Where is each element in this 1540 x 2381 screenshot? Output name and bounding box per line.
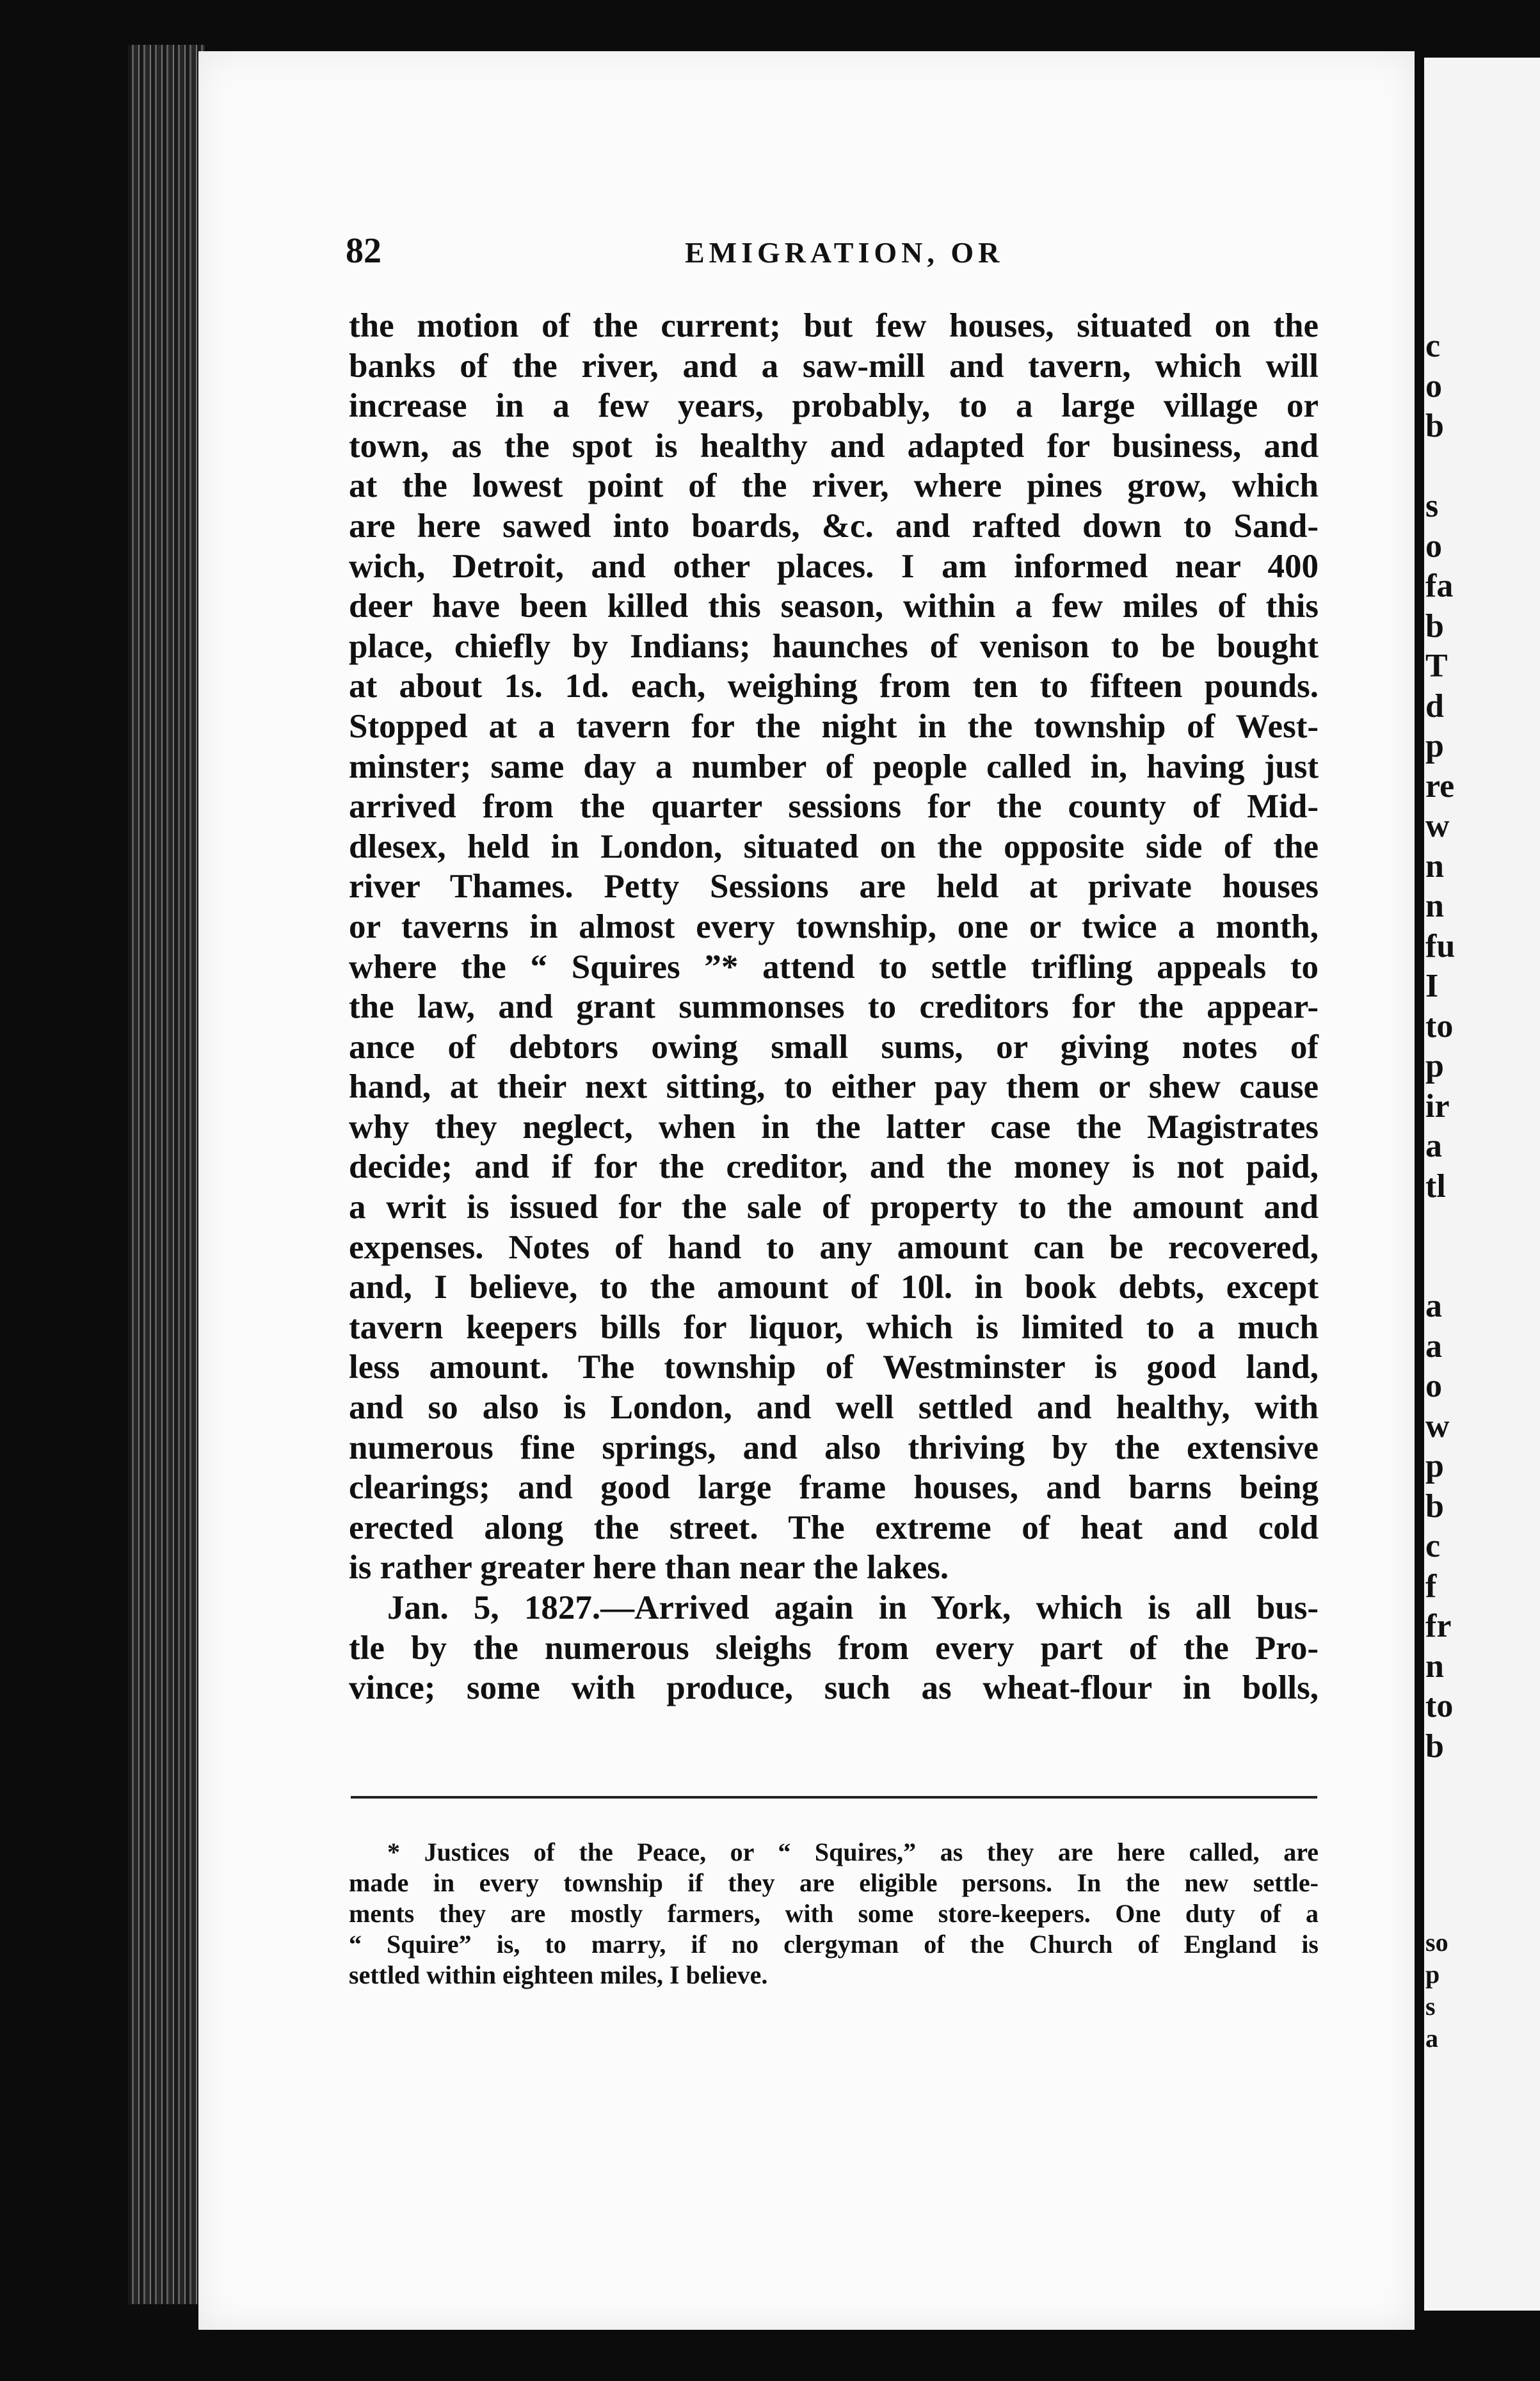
book-spine-edge bbox=[128, 45, 205, 2304]
facing-page-edge bbox=[1424, 58, 1540, 2311]
facing-page-fragment: T bbox=[1425, 648, 1448, 684]
facing-page-fragment: w bbox=[1425, 808, 1450, 844]
body-line: hand, at their next sitting, to either pay them or shew cause bbox=[349, 1068, 1319, 1106]
facing-page-fragment: fa bbox=[1425, 568, 1454, 604]
body-line: minster; same day a number of people called in, having just bbox=[349, 748, 1319, 785]
body-line: a writ is issued for the sale of property to the amount and bbox=[349, 1189, 1319, 1226]
facing-page-fragment: ir bbox=[1425, 1088, 1450, 1125]
body-line: and so also is London, and well settled and healthy, with bbox=[349, 1389, 1319, 1427]
facing-page-fragment: p bbox=[1425, 728, 1444, 764]
footnote-line: * Justices of the Peace, or “ Squires,” as they are here called, are bbox=[387, 1838, 1319, 1866]
body-line: tle by the numerous sleighs from every part of the Pro- bbox=[349, 1629, 1319, 1667]
body-line: wich, Detroit, and other places. I am informed near 400 bbox=[349, 547, 1319, 585]
body-line: tavern keepers bills for liquor, which is limited to a much bbox=[349, 1308, 1319, 1346]
body-line: place, chiefly by Indians; haunches of venison to be bought bbox=[349, 627, 1319, 665]
facing-page-fragment: b bbox=[1425, 1728, 1444, 1765]
facing-page-fragment: re bbox=[1425, 768, 1455, 805]
body-line: erected along the street. The extreme of heat and cold bbox=[349, 1509, 1319, 1546]
body-line: and, I believe, to the amount of 10l. in book debts, except bbox=[349, 1269, 1319, 1306]
page-number: 82 bbox=[346, 231, 381, 271]
footnote-line: “ Squire” is, to marry, if no clergyman of the Church of England is bbox=[349, 1930, 1319, 1959]
body-line: is rather greater here than near the lakes. bbox=[349, 1549, 949, 1587]
facing-page-fragment: to bbox=[1425, 1008, 1454, 1045]
footnote-line: made in every township if they are eligible persons. In the new settle- bbox=[349, 1868, 1319, 1897]
body-text bbox=[349, 306, 1319, 1708]
facing-page-fragment: to bbox=[1425, 1688, 1454, 1724]
body-line: decide; and if for the creditor, and the money is not paid, bbox=[349, 1148, 1319, 1186]
body-line: ance of debtors owing small sums, or giving notes of bbox=[349, 1028, 1319, 1066]
body-line: or taverns in almost every township, one or twice a month, bbox=[349, 908, 1319, 945]
facing-page-fragment: b bbox=[1425, 408, 1444, 444]
body-line: numerous fine springs, and also thriving by the extensive bbox=[349, 1429, 1319, 1466]
facing-page-fragment: d bbox=[1425, 688, 1444, 725]
facing-page-fragment: a bbox=[1425, 1128, 1442, 1164]
facing-page-fragment: p bbox=[1425, 1960, 1440, 1989]
body-line: why they neglect, when in the latter case the Magistrates bbox=[349, 1108, 1319, 1146]
page-header bbox=[346, 230, 1319, 282]
body-line: town, as the spot is healthy and adapted for business, and bbox=[349, 427, 1319, 465]
body-line: Jan. 5, 1827.—Arrived again in York, which is all bus- bbox=[387, 1589, 1319, 1626]
facing-page-fragment: c bbox=[1425, 1528, 1441, 1564]
facing-page-fragment: fu bbox=[1425, 928, 1456, 965]
footnote-line: settled within eighteen miles, I believe. bbox=[349, 1960, 768, 1989]
facing-page-fragment: p bbox=[1425, 1048, 1444, 1084]
facing-page-fragment: s bbox=[1425, 1992, 1436, 2021]
footnote bbox=[349, 1837, 1319, 1991]
facing-page-fragment: o bbox=[1425, 528, 1442, 565]
body-line: the motion of the current; but few houses, situated on the bbox=[349, 307, 1319, 344]
body-line: clearings; and good large frame houses, and barns being bbox=[349, 1469, 1319, 1507]
facing-page-fragment: so bbox=[1425, 1928, 1448, 1957]
facing-page-fragment: p bbox=[1425, 1448, 1444, 1484]
facing-page-fragment: a bbox=[1425, 2024, 1438, 2053]
running-title: EMIGRATION, OR bbox=[685, 236, 1004, 269]
facing-page-fragment: w bbox=[1425, 1408, 1450, 1445]
body-line: banks of the river, and a saw-mill and tavern, which will bbox=[349, 347, 1319, 385]
facing-page-fragment: n bbox=[1425, 888, 1444, 924]
body-line: dlesex, held in London, situated on the opposite side of the bbox=[349, 828, 1319, 865]
facing-page-fragment: I bbox=[1425, 968, 1439, 1004]
body-line: less amount. The township of Westminster is good land, bbox=[349, 1349, 1319, 1386]
facing-page-fragment: b bbox=[1425, 1488, 1444, 1525]
facing-page-fragment: tl bbox=[1425, 1168, 1446, 1205]
footnote-line: ments they are mostly farmers, with some store-keepers. One duty of a bbox=[349, 1899, 1319, 1928]
body-line: expenses. Notes of hand to any amount can be recovered, bbox=[349, 1228, 1319, 1266]
body-line: arrived from the quarter sessions for the county of Mid- bbox=[349, 788, 1319, 826]
body-line: the law, and grant summonses to creditors for the appear- bbox=[349, 988, 1319, 1026]
facing-page-fragment: a bbox=[1425, 1328, 1442, 1365]
facing-page-fragment: c bbox=[1425, 328, 1441, 364]
footnote-divider bbox=[351, 1796, 1317, 1799]
body-line: deer have been killed this season, within a few miles of this bbox=[349, 588, 1319, 625]
facing-page-fragment: b bbox=[1425, 608, 1444, 645]
facing-page-fragment: f bbox=[1425, 1568, 1437, 1605]
facing-page-fragment: n bbox=[1425, 848, 1444, 885]
facing-page-fragment: fr bbox=[1425, 1608, 1452, 1644]
body-line: at about 1s. 1d. each, weighing from ten to fifteen pounds. bbox=[349, 668, 1319, 705]
body-line: vince; some with produce, such as wheat-flour in bolls, bbox=[349, 1669, 1319, 1707]
body-line: where the “ Squires ”* attend to settle trifling appeals to bbox=[349, 948, 1319, 986]
body-line: at the lowest point of the river, where pines grow, which bbox=[349, 467, 1319, 505]
body-line: are here sawed into boards, &c. and rafted down to Sand- bbox=[349, 507, 1319, 545]
facing-page-fragment: a bbox=[1425, 1288, 1442, 1324]
facing-page-fragment: o bbox=[1425, 1368, 1442, 1404]
facing-page-fragment: o bbox=[1425, 368, 1442, 405]
body-line: river Thames. Petty Sessions are held at private houses bbox=[349, 868, 1319, 906]
body-line: Stopped at a tavern for the night in the township of West- bbox=[349, 707, 1319, 745]
facing-page-fragment: s bbox=[1425, 488, 1439, 524]
body-line: increase in a few years, probably, to a large village or bbox=[349, 387, 1319, 425]
facing-page-fragment: n bbox=[1425, 1648, 1444, 1685]
